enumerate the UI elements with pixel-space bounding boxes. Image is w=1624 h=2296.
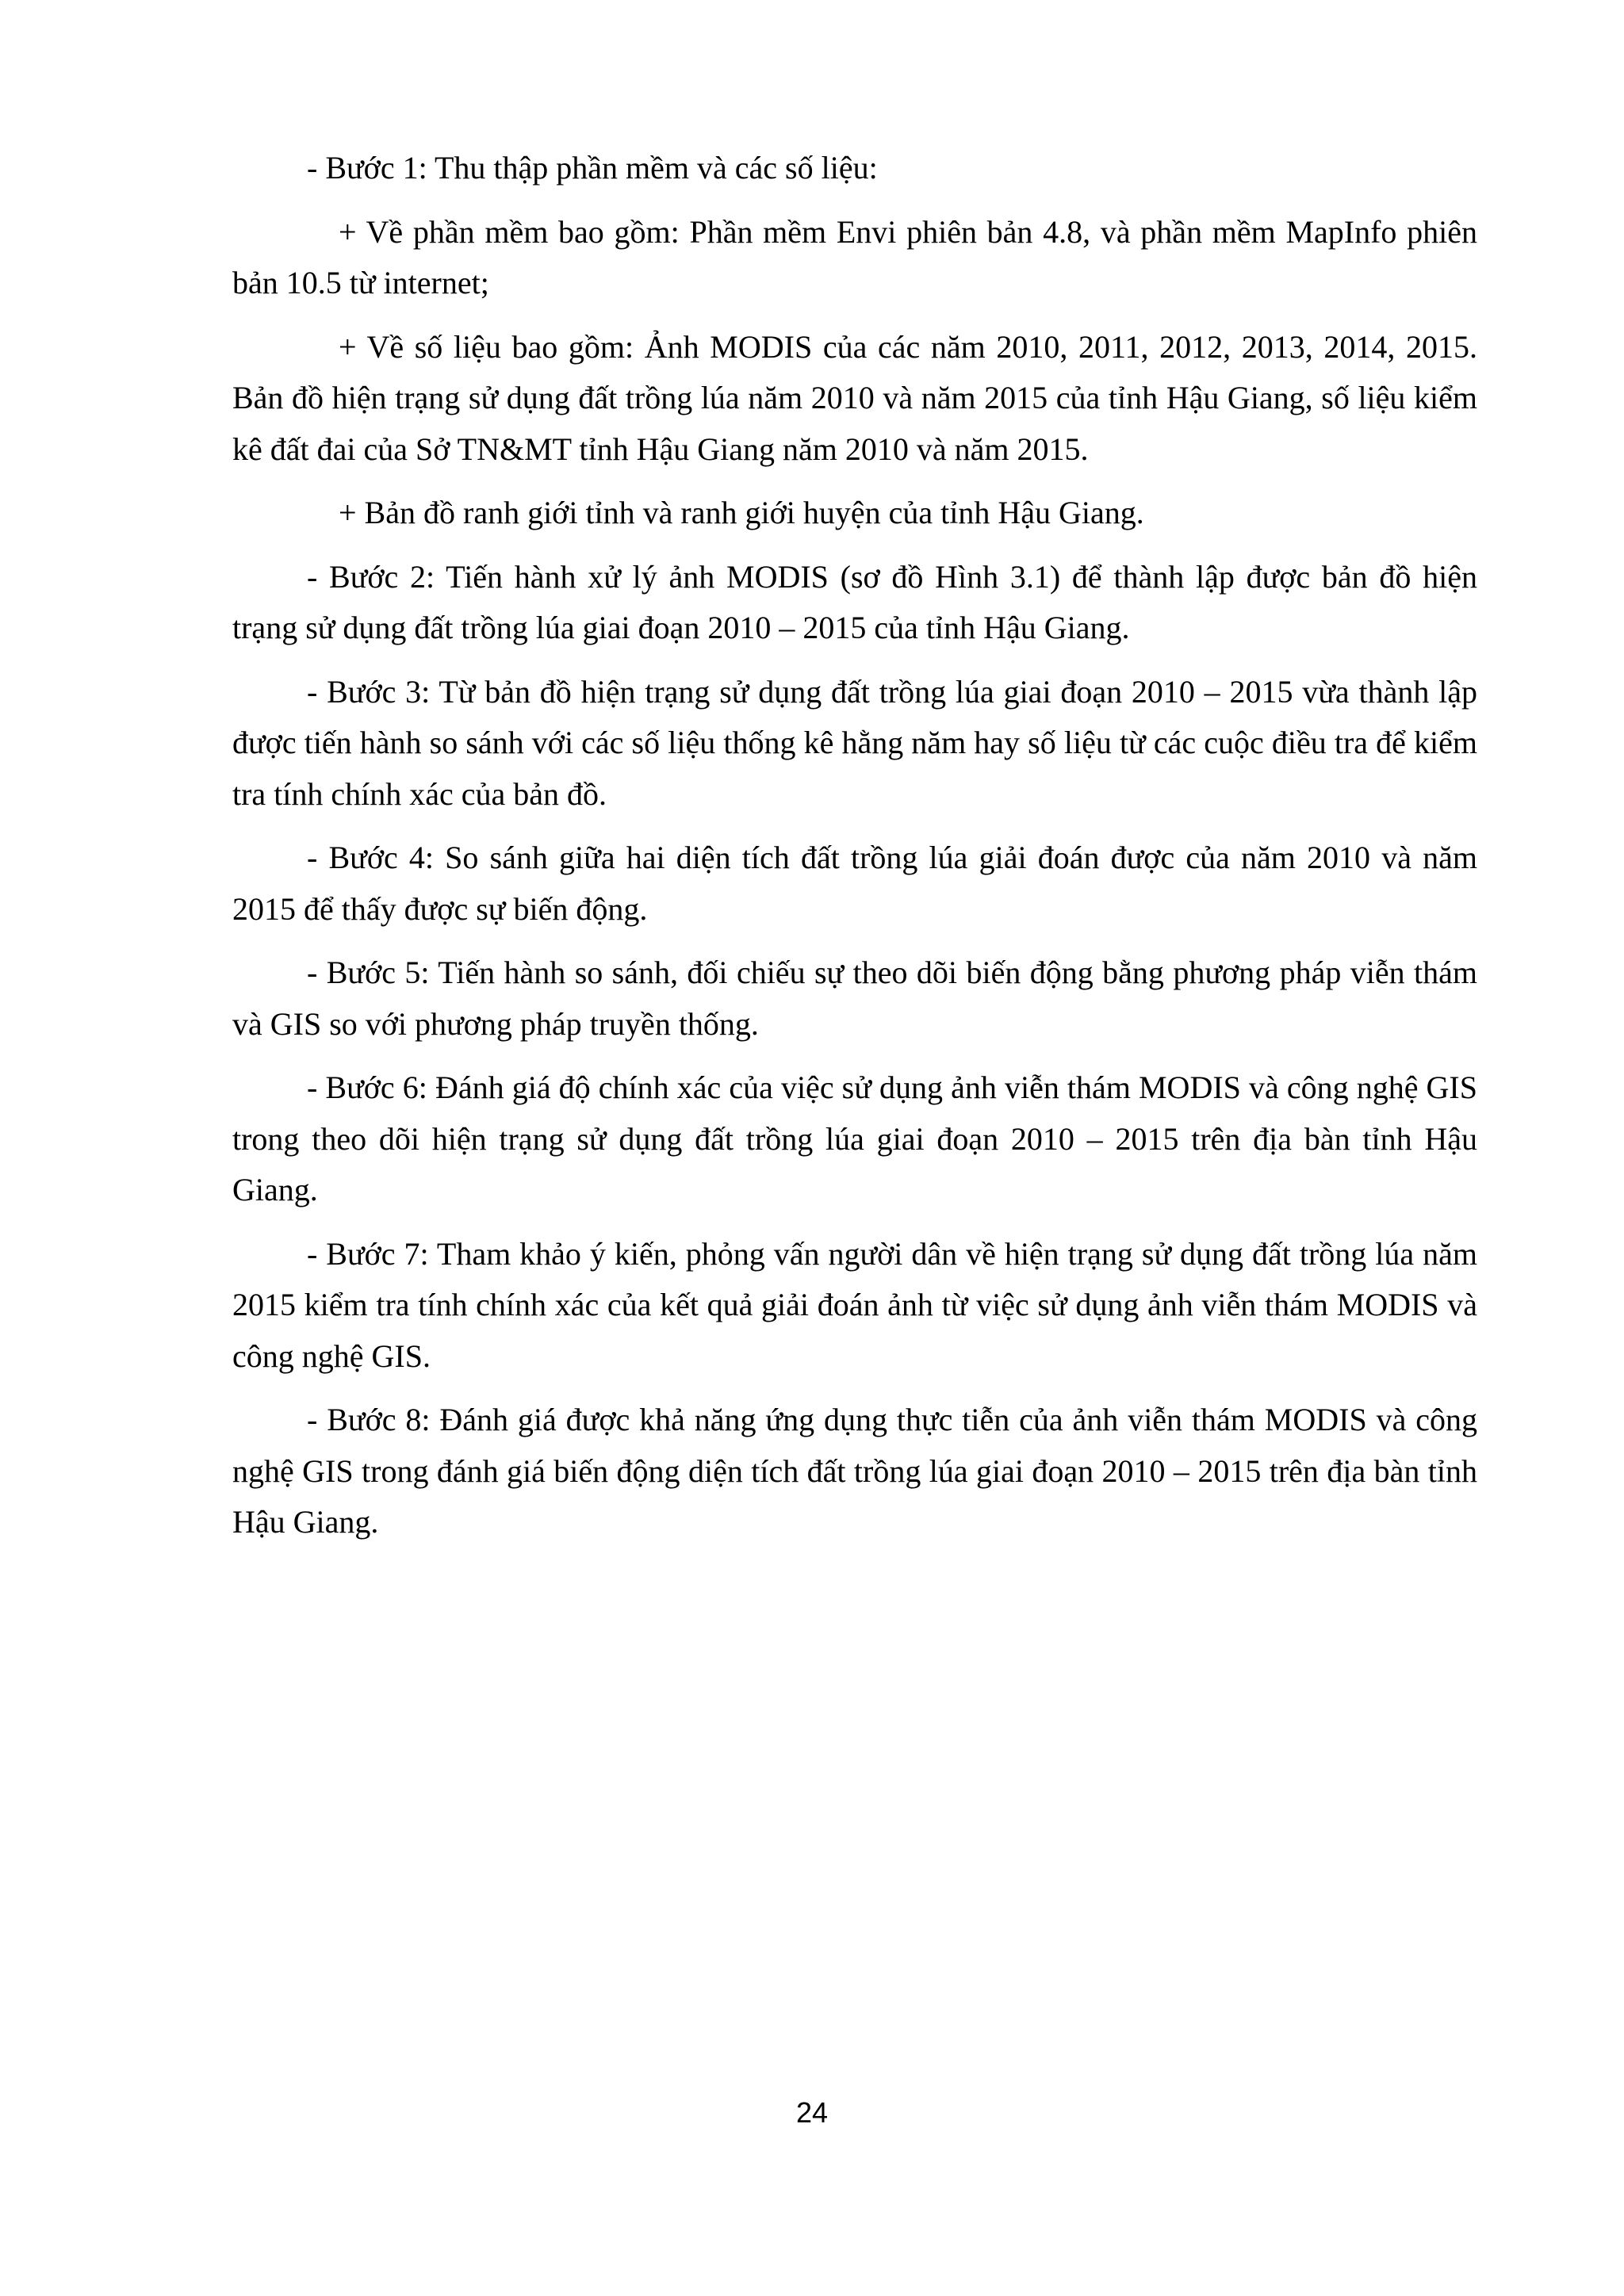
paragraph-step-3: - Bước 3: Từ bản đồ hiện trạng sử dụng đất trồng lúa giai đoạn 2010 – 2015 vừa thành lập được tiến hành so sánh với các số liệu thống kê hằng năm hay số liệu từ các cuộc điều tra để kiểm tra tính chính xác của bản đồ.	[232, 673, 1477, 812]
paragraph-step-4: - Bước 4: So sánh giữa hai diện tích đất trồng lúa giải đoán được của năm 2010 và năm 2015 để thấy được sự biến động.	[232, 840, 1477, 927]
paragraph-step-6: - Bước 6: Đánh giá độ chính xác của việc sử dụng ảnh viễn thám MODIS và công nghệ GIS trong theo dõi hiện trạng sử dụng đất trồng lúa giai đoạn 2010 – 2015 trên địa bàn tỉnh Hậu Giang.	[232, 1070, 1477, 1207]
paragraph-data: + Về số liệu bao gồm: Ảnh MODIS của các năm 2010, 2011, 2012, 2013, 2014, 2015. Bản đồ hiện trạng sử dụng đất trồng lúa năm 2010 và năm 2015 của tỉnh Hậu Giang, số liệu kiểm kê đất đai của Sở TN&MT tỉnh Hậu Giang năm 2010 và năm 2015.	[232, 328, 1477, 467]
page-number: 24	[795, 2096, 829, 2129]
paragraph-software: + Về phần mềm bao gồm: Phần mềm Envi phiên bản 4.8, và phần mềm MapInfo phiên bản 10.5 từ internet;	[232, 213, 1477, 300]
document-body	[232, 143, 1477, 1561]
paragraph-step-5: - Bước 5: Tiến hành so sánh, đối chiếu sự theo dõi biến động bằng phương pháp viễn thám và GIS so với phương pháp truyền thống.	[232, 955, 1477, 1042]
paragraph-step-7: - Bước 7: Tham khảo ý kiến, phỏng vấn người dân về hiện trạng sử dụng đất trồng lúa năm 2015 kiểm tra tính chính xác của kết quả giải đoán ảnh từ việc sử dụng ảnh viễn thám MODIS và công nghệ GIS.	[232, 1235, 1477, 1374]
paragraph-step-8: - Bước 8: Đánh giá được khả năng ứng dụng thực tiễn của ảnh viễn thám MODIS và công nghệ GIS trong đánh giá biến động diện tích đất trồng lúa giai đoạn 2010 – 2015 trên địa bàn tỉnh Hậu Giang.	[232, 1402, 1477, 1540]
paragraph-step-1: - Bước 1: Thu thập phần mềm và các số liệu:	[307, 150, 878, 186]
paragraph-step-2: - Bước 2: Tiến hành xử lý ảnh MODIS (sơ đồ Hình 3.1) để thành lập được bản đồ hiện trạng sử dụng đất trồng lúa giai đoạn 2010 – 2015 của tỉnh Hậu Giang.	[232, 558, 1477, 645]
paragraph-boundary-maps: + Bản đồ ranh giới tỉnh và ranh giới huyện của tỉnh Hậu Giang.	[339, 495, 1144, 530]
